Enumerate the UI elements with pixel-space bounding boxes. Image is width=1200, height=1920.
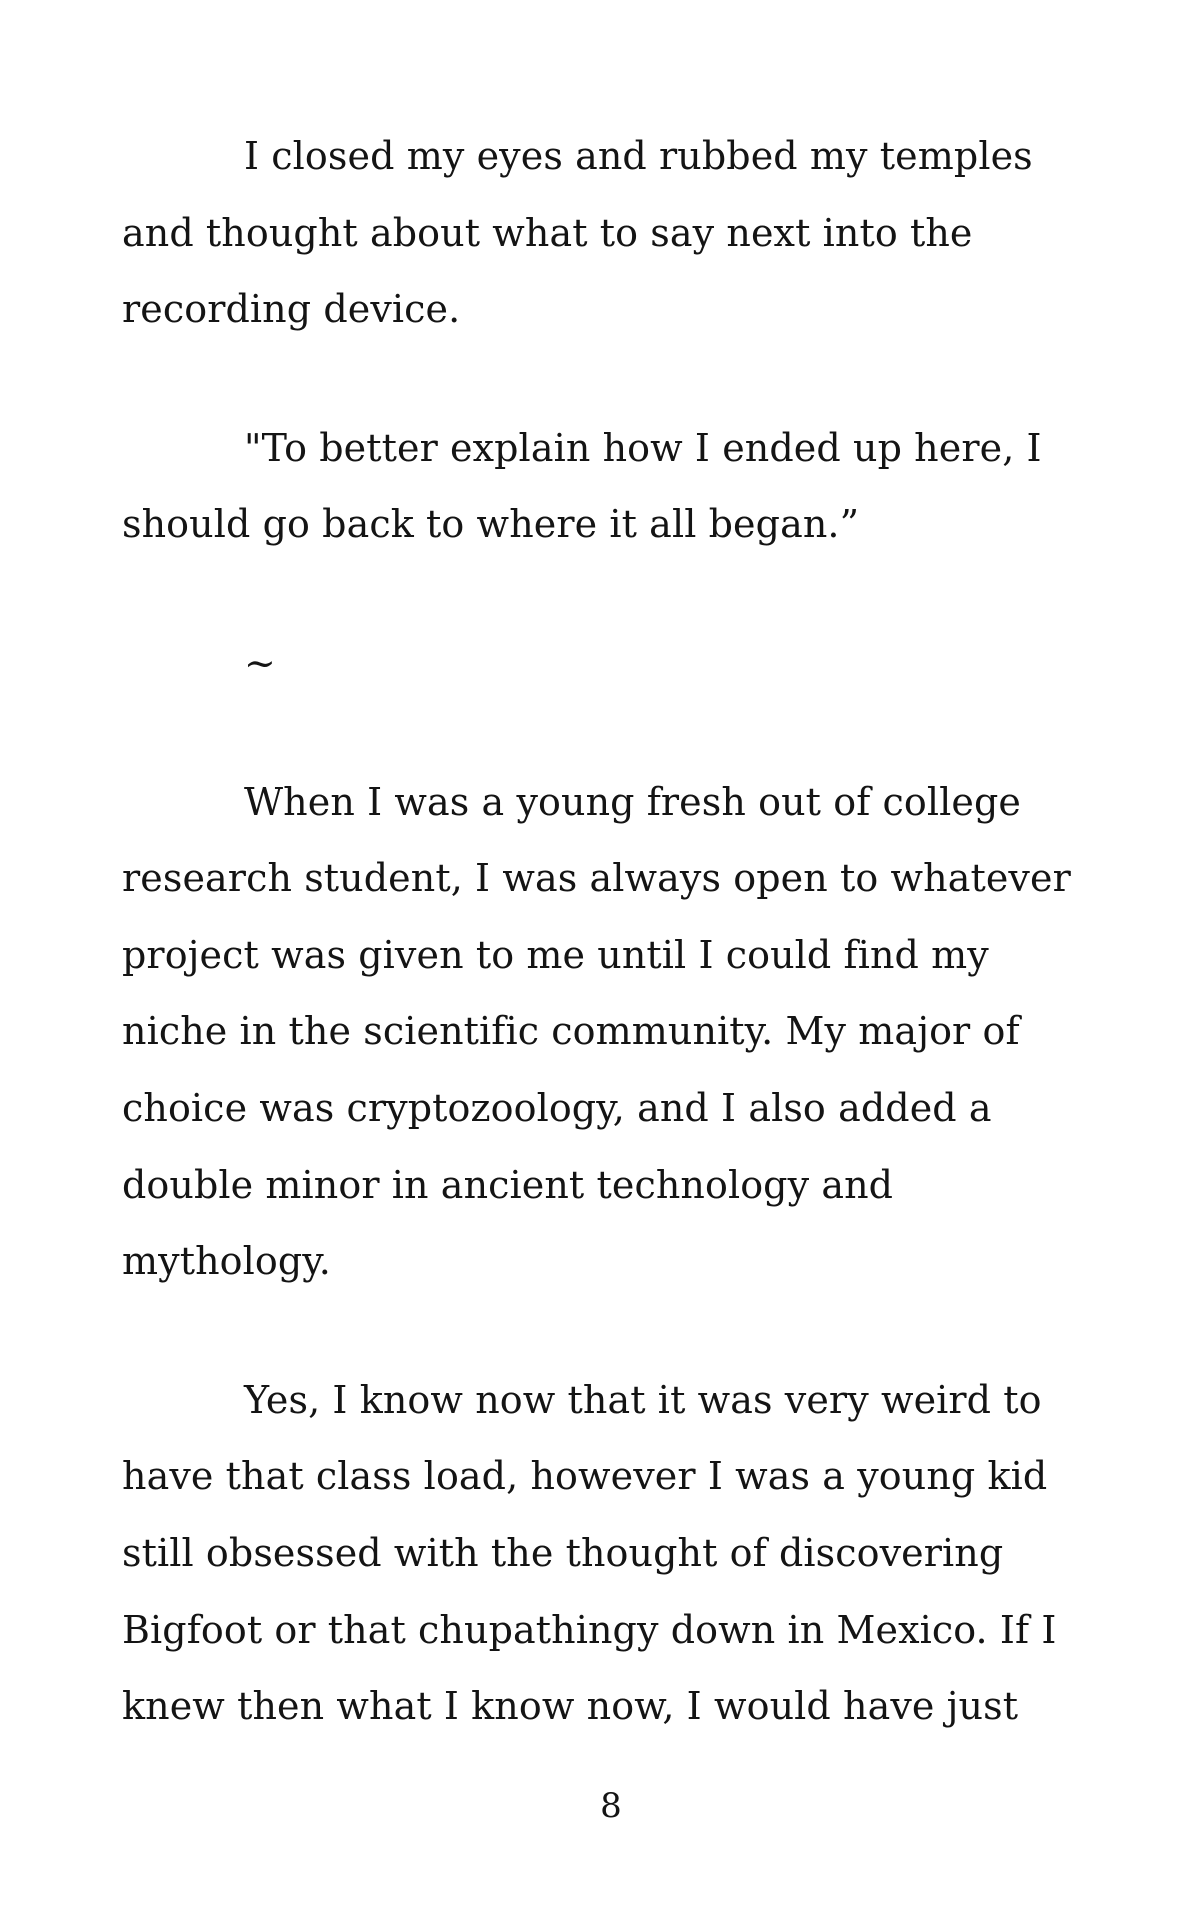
paragraph-spacer — [122, 702, 1082, 764]
body-text — [122, 118, 1082, 1745]
page-number: 8 — [600, 1786, 622, 1826]
paragraph-spacer — [122, 348, 1082, 410]
paragraph-1: I closed my eyes and rubbed my temples and thought about what to say next into the recording device. — [122, 134, 1033, 332]
paragraph-3: When I was a young fresh out of college research student, I was always open to whatever project was given to me until I could find my niche in the scientific community. My major of choice was cryptozoology, and I also added a double minor in ancient technology and mythology. — [122, 779, 1071, 1284]
paragraph-spacer — [122, 1300, 1082, 1362]
scene-break: ~ — [244, 640, 276, 685]
paragraph-4: Yes, I know now that it was very weird to have that class load, however I was a young kid still obsessed with the thought of discovering Bigfoot or that chupathingy down in Mexico. If I knew then what I know now, I would have just — [122, 1377, 1057, 1729]
paragraph-spacer — [122, 563, 1082, 625]
paragraph-2: "To better explain how I ended up here, I should go back to where it all began.” — [122, 425, 1042, 547]
